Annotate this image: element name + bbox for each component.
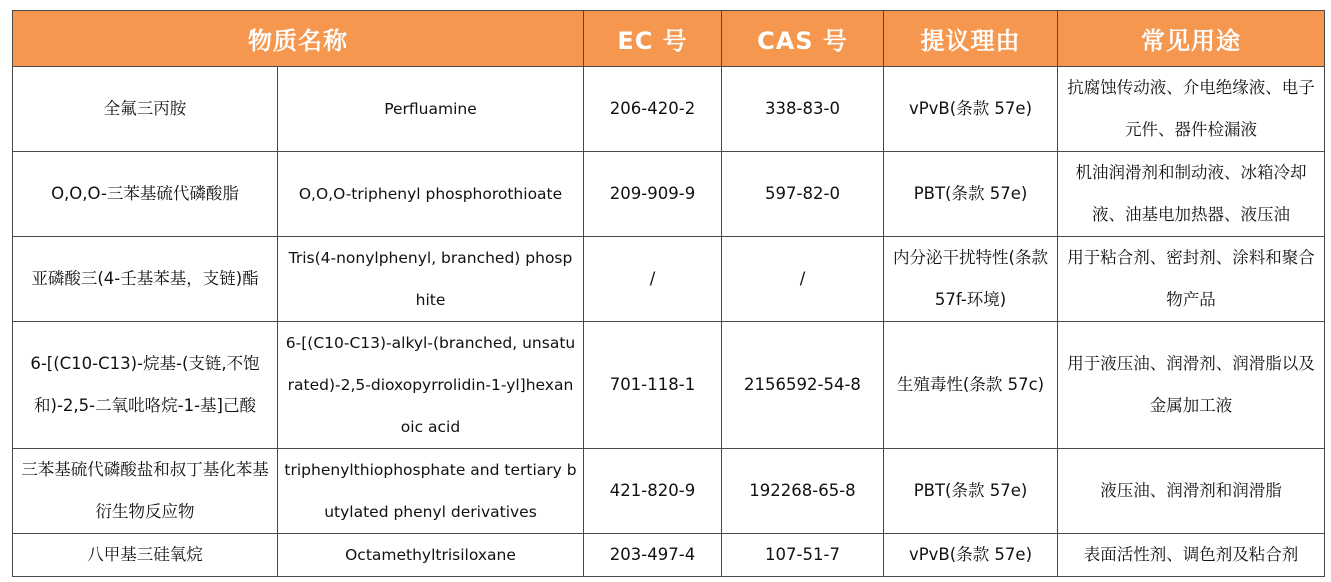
ec-cell: 206-420-2 bbox=[584, 67, 722, 152]
use-cell: 液压油、润滑剂和润滑脂 bbox=[1058, 449, 1325, 534]
ec-cell: 421-820-9 bbox=[584, 449, 722, 534]
en-name-cell: Octamethyltrisiloxane bbox=[278, 534, 584, 577]
reason-cell: PBT(条款 57e) bbox=[884, 449, 1058, 534]
cas-cell: 597-82-0 bbox=[722, 152, 884, 237]
use-cell: 机油润滑剂和制动液、冰箱冷却液、油基电加热器、液压油 bbox=[1058, 152, 1325, 237]
cn-name-cell: 亚磷酸三(4-壬基苯基，支链)酯 bbox=[13, 237, 278, 322]
table-row bbox=[13, 67, 1325, 152]
cn-name-cell: 全氟三丙胺 bbox=[13, 67, 278, 152]
reason-cell: vPvB(条款 57e) bbox=[884, 534, 1058, 577]
use-cell: 抗腐蚀传动液、介电绝缘液、电子元件、器件检漏液 bbox=[1058, 67, 1325, 152]
svhc-table-container bbox=[12, 10, 1325, 577]
table-row bbox=[13, 237, 1325, 322]
cas-cell: 2156592-54-8 bbox=[722, 322, 884, 449]
header-row bbox=[13, 11, 1325, 67]
cas-cell: / bbox=[722, 237, 884, 322]
table-row bbox=[13, 534, 1325, 577]
ec-cell: 203-497-4 bbox=[584, 534, 722, 577]
en-name-cell: Tris(4-nonylphenyl, branched) phosphite bbox=[278, 237, 584, 322]
header-cas-number: CAS 号 bbox=[722, 11, 884, 67]
use-cell: 用于粘合剂、密封剂、涂料和聚合物产品 bbox=[1058, 237, 1325, 322]
cn-name-cell: 八甲基三硅氧烷 bbox=[13, 534, 278, 577]
ec-cell: 701-118-1 bbox=[584, 322, 722, 449]
cas-cell: 107-51-7 bbox=[722, 534, 884, 577]
cn-name-cell: O,O,O-三苯基硫代磷酸脂 bbox=[13, 152, 278, 237]
reason-cell: PBT(条款 57e) bbox=[884, 152, 1058, 237]
ec-cell: / bbox=[584, 237, 722, 322]
header-common-use: 常见用途 bbox=[1058, 11, 1325, 67]
reason-cell: vPvB(条款 57e) bbox=[884, 67, 1058, 152]
header-ec-number: EC 号 bbox=[584, 11, 722, 67]
en-name-cell: O,O,O-triphenyl phosphorothioate bbox=[278, 152, 584, 237]
table-row bbox=[13, 322, 1325, 449]
table-row bbox=[13, 152, 1325, 237]
header-reason: 提议理由 bbox=[884, 11, 1058, 67]
reason-cell: 内分泌干扰特性(条款 57f-环境) bbox=[884, 237, 1058, 322]
cas-cell: 338-83-0 bbox=[722, 67, 884, 152]
use-cell: 表面活性剂、调色剂及粘合剂 bbox=[1058, 534, 1325, 577]
en-name-cell: Perfluamine bbox=[278, 67, 584, 152]
cn-name-cell: 三苯基硫代磷酸盐和叔丁基化苯基衍生物反应物 bbox=[13, 449, 278, 534]
use-cell: 用于液压油、润滑剂、润滑脂以及金属加工液 bbox=[1058, 322, 1325, 449]
reason-cell: 生殖毒性(条款 57c) bbox=[884, 322, 1058, 449]
header-substance-name: 物质名称 bbox=[13, 11, 584, 67]
cn-name-cell: 6-[(C10-C13)-烷基-(支链,不饱和)-2,5-二氧吡咯烷-1-基]己酸 bbox=[13, 322, 278, 449]
substance-table bbox=[12, 10, 1325, 577]
table-row bbox=[13, 449, 1325, 534]
en-name-cell: triphenylthiophosphate and tertiary butylated phenyl derivatives bbox=[278, 449, 584, 534]
ec-cell: 209-909-9 bbox=[584, 152, 722, 237]
cas-cell: 192268-65-8 bbox=[722, 449, 884, 534]
en-name-cell: 6-[(C10-C13)-alkyl-(branched, unsaturated)-2,5-dioxopyrrolidin-1-yl]hexanoic acid bbox=[278, 322, 584, 449]
